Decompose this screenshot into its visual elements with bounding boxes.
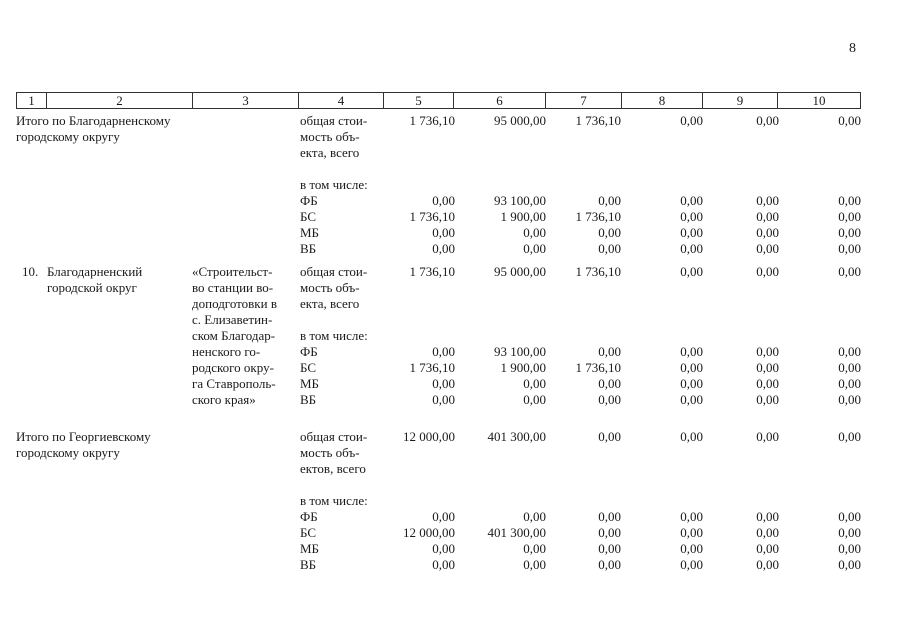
funding-value: 0,00 [838, 392, 861, 407]
funding-value: 0,00 [756, 209, 779, 224]
funding-value: 1 736,10 [575, 360, 621, 375]
funding-value: 0,00 [680, 225, 703, 240]
funding-value: 0,00 [680, 557, 703, 572]
funding-source-label: ВБ [300, 557, 317, 572]
funding-value: 93 100,00 [494, 193, 546, 208]
funding-value: 1 736,10 [409, 209, 455, 224]
section-title-line: городскому округу [16, 129, 120, 144]
object-description-line: доподготовки в [192, 296, 277, 311]
total-label-line: екта, всего [300, 296, 360, 311]
funding-value: 0,00 [680, 344, 703, 359]
funding-value: 0,00 [523, 541, 546, 556]
funding-value: 0,00 [756, 392, 779, 407]
total-label-line: общая стои- [300, 113, 368, 128]
total-value: 0,00 [756, 264, 779, 279]
total-value: 0,00 [680, 429, 703, 444]
object-description-line: ского края» [192, 392, 256, 407]
funding-value: 0,00 [598, 376, 621, 391]
funding-value: 0,00 [432, 392, 455, 407]
total-value: 95 000,00 [494, 264, 546, 279]
funding-value: 1 900,00 [500, 209, 546, 224]
total-label-line: мость объ- [300, 129, 360, 144]
funding-value: 0,00 [523, 392, 546, 407]
including-label: в том числе: [300, 493, 368, 508]
row-number: 10. [22, 264, 39, 279]
total-value: 12 000,00 [403, 429, 455, 444]
header-cell-6: 6 [453, 92, 546, 109]
funding-value: 0,00 [432, 225, 455, 240]
funding-value: 0,00 [432, 241, 455, 256]
total-value: 1 736,10 [575, 264, 621, 279]
header-cell-2: 2 [46, 92, 193, 109]
total-value: 95 000,00 [494, 113, 546, 128]
funding-value: 0,00 [432, 193, 455, 208]
header-cell-4: 4 [298, 92, 384, 109]
funding-value: 0,00 [598, 193, 621, 208]
funding-source-label: ВБ [300, 241, 317, 256]
object-description-line: ском Благодар- [192, 328, 276, 343]
total-value: 1 736,10 [575, 113, 621, 128]
funding-source-label: ФБ [300, 344, 318, 359]
funding-value: 0,00 [598, 509, 621, 524]
funding-value: 93 100,00 [494, 344, 546, 359]
total-label-line: общая стои- [300, 429, 368, 444]
funding-value: 0,00 [838, 193, 861, 208]
funding-value: 0,00 [756, 241, 779, 256]
funding-value: 0,00 [756, 525, 779, 540]
total-value: 0,00 [838, 264, 861, 279]
funding-value: 401 300,00 [487, 525, 546, 540]
funding-value: 0,00 [523, 225, 546, 240]
funding-value: 0,00 [680, 525, 703, 540]
funding-value: 0,00 [680, 376, 703, 391]
funding-value: 0,00 [680, 241, 703, 256]
funding-source-label: БС [300, 360, 317, 375]
funding-value: 0,00 [680, 509, 703, 524]
funding-value: 0,00 [598, 541, 621, 556]
section-title-line: Благодарненский [47, 264, 143, 279]
funding-value: 0,00 [756, 376, 779, 391]
funding-value: 12 000,00 [403, 525, 455, 540]
total-label-line: ектов, всего [300, 461, 366, 476]
funding-value: 0,00 [838, 509, 861, 524]
object-description-line: во станции во- [192, 280, 274, 295]
funding-value: 0,00 [432, 557, 455, 572]
funding-value: 0,00 [598, 344, 621, 359]
header-cell-8: 8 [621, 92, 703, 109]
total-value: 1 736,10 [409, 264, 455, 279]
total-label-line: мость объ- [300, 445, 360, 460]
funding-value: 0,00 [680, 209, 703, 224]
object-description-line: с. Елизаветин- [192, 312, 273, 327]
funding-value: 0,00 [756, 557, 779, 572]
total-value: 0,00 [680, 264, 703, 279]
object-description-line: га Ставрополь- [192, 376, 276, 391]
funding-source-label: ВБ [300, 392, 317, 407]
funding-value: 0,00 [523, 509, 546, 524]
funding-value: 0,00 [756, 225, 779, 240]
funding-source-label: МБ [300, 541, 320, 556]
funding-value: 0,00 [838, 525, 861, 540]
funding-value: 0,00 [432, 541, 455, 556]
total-label-line: общая стои- [300, 264, 368, 279]
funding-source-label: МБ [300, 225, 320, 240]
including-label: в том числе: [300, 328, 368, 343]
object-description-line: «Строительст- [192, 264, 273, 279]
including-label: в том числе: [300, 177, 368, 192]
funding-value: 0,00 [598, 241, 621, 256]
funding-value: 0,00 [756, 193, 779, 208]
section-title-line: городской округ [47, 280, 137, 295]
funding-value: 0,00 [680, 360, 703, 375]
total-value: 0,00 [598, 429, 621, 444]
page-number: 8 [849, 41, 856, 56]
total-label-line: мость объ- [300, 280, 360, 295]
funding-value: 0,00 [838, 557, 861, 572]
total-value: 1 736,10 [409, 113, 455, 128]
funding-value: 0,00 [838, 241, 861, 256]
header-cell-3: 3 [192, 92, 299, 109]
funding-value: 0,00 [523, 376, 546, 391]
funding-source-label: МБ [300, 376, 320, 391]
header-cell-9: 9 [702, 92, 778, 109]
funding-value: 0,00 [598, 225, 621, 240]
section-title-line: Итого по Благодарненскому [16, 113, 171, 128]
funding-value: 0,00 [680, 193, 703, 208]
total-value: 0,00 [756, 113, 779, 128]
funding-value: 0,00 [838, 541, 861, 556]
total-value: 0,00 [838, 113, 861, 128]
funding-value: 0,00 [756, 360, 779, 375]
funding-source-label: БС [300, 209, 317, 224]
funding-value: 1 736,10 [409, 360, 455, 375]
funding-value: 1 900,00 [500, 360, 546, 375]
total-value: 401 300,00 [487, 429, 546, 444]
funding-value: 0,00 [523, 557, 546, 572]
funding-value: 0,00 [432, 509, 455, 524]
funding-value: 0,00 [756, 509, 779, 524]
funding-value: 0,00 [756, 541, 779, 556]
funding-value: 0,00 [598, 557, 621, 572]
section-title-line: Итого по Георгиевскому [16, 429, 151, 444]
funding-source-label: ФБ [300, 509, 318, 524]
funding-source-label: ФБ [300, 193, 318, 208]
funding-value: 0,00 [598, 392, 621, 407]
funding-value: 0,00 [838, 209, 861, 224]
header-cell-5: 5 [383, 92, 454, 109]
funding-value: 0,00 [598, 525, 621, 540]
funding-value: 0,00 [756, 344, 779, 359]
funding-value: 1 736,10 [575, 209, 621, 224]
funding-value: 0,00 [680, 392, 703, 407]
funding-source-label: БС [300, 525, 317, 540]
funding-value: 0,00 [838, 344, 861, 359]
funding-value: 0,00 [432, 344, 455, 359]
funding-value: 0,00 [432, 376, 455, 391]
header-cell-7: 7 [545, 92, 622, 109]
funding-value: 0,00 [523, 241, 546, 256]
total-label-line: екта, всего [300, 145, 360, 160]
object-description-line: ненского го- [192, 344, 261, 359]
header-cell-1: 1 [16, 92, 47, 109]
funding-value: 0,00 [838, 376, 861, 391]
total-value: 0,00 [756, 429, 779, 444]
total-value: 0,00 [838, 429, 861, 444]
header-cell-10: 10 [777, 92, 861, 109]
object-description-line: родского окру- [192, 360, 274, 375]
funding-value: 0,00 [838, 225, 861, 240]
total-value: 0,00 [680, 113, 703, 128]
funding-value: 0,00 [838, 360, 861, 375]
section-title-line: городскому округу [16, 445, 120, 460]
funding-value: 0,00 [680, 541, 703, 556]
